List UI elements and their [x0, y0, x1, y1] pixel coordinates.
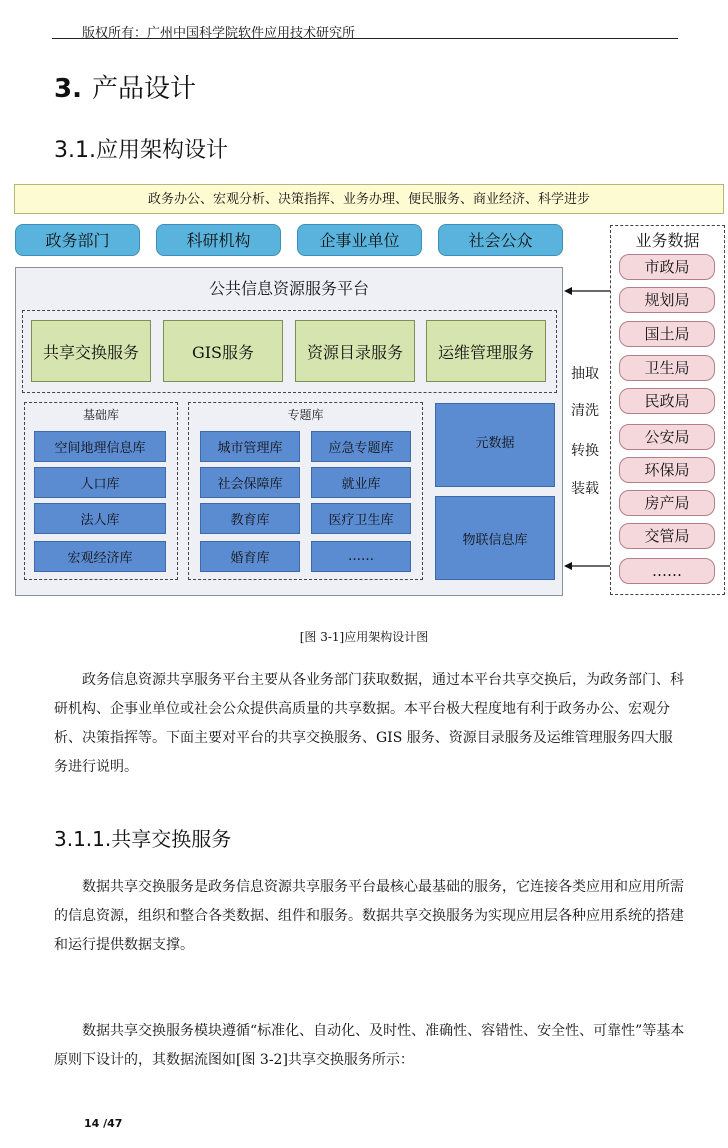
body-paragraph: 政务信息资源共享服务平台主要从各业务部门获取数据，通过本平台共享交换后，为政务部门、科研机构、企事业单位或社会公众提供高质量的共享数据。本平台极大程度地有利于政务办公、宏观分析、决策指挥等。下面主要对平台的共享交换服务、GIS 服务、资源目录服务及运维管理服务四大服务进行说明。 — [54, 672, 684, 775]
topic-library-item: 教育库 — [200, 503, 300, 534]
base-library-label: 基础库 — [82, 408, 119, 422]
copyright-text: 版权所有：广州中国科学院软件应用技术研究所 — [82, 26, 356, 41]
service-box: 资源目录服务 — [295, 320, 415, 382]
body-paragraph: 数据共享交换服务是政务信息资源共享服务平台最核心最基础的服务，它连接各类应用和应用所需的信息资源，组织和整合各类数据、组件和服务。数据共享交换服务为实现应用层各种应用系统的搭建和运行提供数据支撑。 — [54, 879, 684, 953]
section-title: 产品设计 — [91, 74, 196, 104]
department-box: 民政局 — [619, 388, 715, 414]
topic-library-item: 城市管理库 — [200, 431, 300, 462]
topic-library-label: 专题库 — [287, 408, 324, 422]
etl-step: 抽取 — [571, 366, 599, 382]
diagram-banner: 政务办公、宏观分析、决策指挥、业务办理、便民服务、商业经济、科学进步 — [14, 184, 724, 214]
iot-db: 物联信息库 — [435, 496, 555, 580]
department-box: 规划局 — [619, 287, 715, 313]
platform-title: 公共信息资源服务平台 — [208, 279, 369, 298]
metadata-db: 元数据 — [435, 403, 555, 487]
topic-library-item: 应急专题库 — [311, 431, 411, 462]
department-box: 国土局 — [619, 321, 715, 347]
department-box: 交管局 — [619, 523, 715, 549]
business-data-title: 业务数据 — [635, 231, 700, 250]
topic-library-item: 社会保障库 — [200, 467, 300, 498]
page-number: 14 /47 — [84, 1117, 123, 1130]
service-box: 共享交换服务 — [31, 320, 151, 382]
etl-step: 清洗 — [571, 403, 599, 419]
topic-library-item: 婚育库 — [200, 541, 300, 572]
audience-box: 企事业单位 — [297, 224, 422, 256]
department-box: 环保局 — [619, 457, 715, 483]
etl-step: 装载 — [571, 481, 599, 497]
subsection-heading: 3.1.应用架构设计 — [54, 138, 228, 163]
topic-library-item: …… — [311, 541, 411, 572]
topic-library-item: 医疗卫生库 — [311, 503, 411, 534]
base-library-item: 人口库 — [34, 467, 166, 498]
audience-box: 政务部门 — [15, 224, 140, 256]
subsubsection-heading: 3.1.1.共享交换服务 — [54, 827, 232, 851]
base-library-item: 空间地理信息库 — [34, 431, 166, 462]
flow-arrows — [560, 280, 614, 580]
department-box: 市政局 — [619, 254, 715, 280]
audience-box: 社会公众 — [438, 224, 563, 256]
section-number: 3. — [54, 74, 82, 104]
department-box: 卫生局 — [619, 355, 715, 381]
base-library-item: 法人库 — [34, 503, 166, 534]
figure-caption: [图 3-1]应用架构设计图 — [299, 630, 429, 644]
etl-step: 转换 — [571, 443, 599, 459]
body-paragraph: 数据共享交换服务模块遵循“标准化、自动化、及时性、准确性、容错性、安全性、可靠性”等基本原则下设计的，其数据流图如[图 3-2]共享交换服务所示： — [54, 1023, 685, 1068]
department-box: 房产局 — [619, 490, 715, 516]
service-box: 运维管理服务 — [426, 320, 546, 382]
base-library-item: 宏观经济库 — [34, 541, 166, 572]
department-box: …… — [619, 558, 715, 584]
page-header — [52, 18, 678, 39]
department-box: 公安局 — [619, 424, 715, 450]
service-box: GIS服务 — [163, 320, 283, 382]
topic-library-item: 就业库 — [311, 467, 411, 498]
arrow-head-top — [564, 287, 572, 295]
arrow-head-bottom — [564, 562, 572, 570]
audience-box: 科研机构 — [156, 224, 281, 256]
section-heading — [54, 68, 196, 105]
